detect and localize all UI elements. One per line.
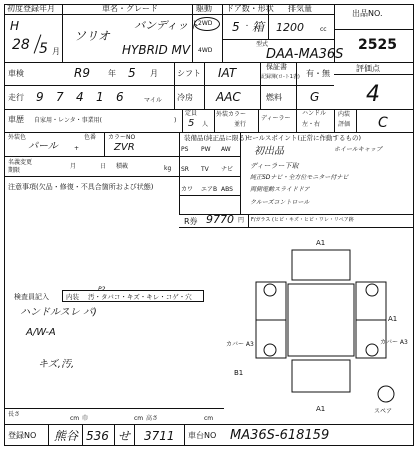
- warranty-sub: 記録簿(ロ-ト1表): [261, 74, 300, 80]
- model: DAA-MA36S: [266, 47, 344, 62]
- inspector-line: キズ,汚,: [38, 359, 75, 370]
- rticket-value: 9770: [206, 213, 234, 226]
- spare-label: スペア: [374, 408, 393, 415]
- capacity-unit: 人: [202, 121, 209, 128]
- equipment-item: ナビ: [221, 166, 234, 173]
- interior-score: C: [378, 115, 388, 131]
- selling-point-note: ホイールキャップ: [334, 146, 382, 153]
- spare-tire: [378, 386, 394, 402]
- regchange-month: 月: [70, 163, 77, 170]
- selling-point: 純正SDナビ・全方位モニター付ナビ: [250, 174, 349, 181]
- history-label: 車歴: [8, 115, 24, 124]
- length-unit: cm: [70, 415, 80, 422]
- model-change-value: 並行: [234, 121, 247, 128]
- history-options: 自家用・レンタ・事業用(: [34, 117, 102, 124]
- car-front: [292, 250, 350, 280]
- doors: 5: [232, 20, 240, 34]
- rticket-label: R券: [184, 217, 198, 226]
- wheel-fl: [264, 284, 276, 296]
- row2-mid-line: [4, 85, 334, 86]
- inspector-selected-tag: P2: [98, 286, 106, 293]
- row2-div-a: [174, 62, 175, 109]
- fuel-label: 燃料: [266, 93, 282, 102]
- reg-class: 536: [86, 429, 109, 443]
- loading-kg: kg: [164, 165, 172, 172]
- header-model-line: [222, 39, 334, 40]
- equipment-item: SR: [181, 166, 189, 173]
- doors-label: ドア数・形状: [226, 4, 274, 13]
- shift: IAT: [218, 66, 237, 80]
- reg-kana: せ: [118, 429, 131, 443]
- glass-label: F/ガラス: [251, 217, 271, 223]
- color-no-div: [104, 132, 105, 156]
- equipment-item: TV: [201, 166, 209, 173]
- color-plus: +: [74, 145, 80, 152]
- damage-mark: B1: [234, 369, 244, 377]
- lot-label: 出品NO.: [352, 9, 383, 18]
- selling-point: ディーラー下取: [250, 162, 299, 170]
- mid-divider-2: [240, 132, 241, 214]
- footer-line-top: [4, 408, 224, 409]
- displacement-label: 排気量: [288, 4, 312, 13]
- ac: AAC: [216, 90, 241, 104]
- mileage-digit: 6: [116, 90, 124, 104]
- row2-div-d: [296, 62, 297, 109]
- rticket-unit: 円: [238, 217, 245, 224]
- glass-options: (ヒビ・キズ・ヒビ・ワレ・リペア跡: [272, 217, 354, 223]
- dealer-label: ディーラー: [261, 115, 291, 122]
- row3-bottom-line: [4, 132, 414, 133]
- first-reg-month-unit: 月: [52, 47, 60, 56]
- chassis-no: MA36S-618159: [230, 428, 330, 443]
- reg-no-label: 登録NO: [8, 431, 37, 440]
- car-rear: [292, 360, 350, 392]
- inspector-line: ハンドルスレ パ): [20, 307, 97, 318]
- selling-point: 初出品: [254, 146, 284, 157]
- inspector-line: A/W-A: [26, 327, 56, 338]
- loading-label: 積載: [116, 163, 129, 170]
- equipment-label: 装備品(純正品に限る): [184, 134, 248, 142]
- score-label-line: [334, 74, 414, 75]
- width-unit: cm: [134, 415, 144, 422]
- col-divider-2: [192, 4, 193, 62]
- row3-div-f: [356, 109, 357, 132]
- model-label: 型式: [256, 41, 269, 48]
- height-label: 高さ: [146, 415, 159, 422]
- car-name: ソリオ: [74, 29, 110, 43]
- first-reg-year: 28: [12, 37, 30, 53]
- row3-div-d: [296, 109, 297, 132]
- regchange-line: [4, 176, 179, 177]
- row2-div-c: [260, 62, 261, 109]
- interior-sub: 評価: [338, 121, 351, 128]
- damage-mark: カバー A3: [380, 339, 408, 346]
- ac-label: 冷房: [177, 93, 193, 102]
- inspector-interior-label: 内装: [66, 293, 79, 301]
- chassis-label: 車台NO: [188, 431, 217, 440]
- regchange-label-1: 名義変更: [8, 159, 33, 166]
- damage-mark: カバー A3: [226, 341, 254, 348]
- fuel: G: [310, 90, 320, 104]
- glass-div: [248, 214, 249, 227]
- car-damage-diagram: [236, 232, 406, 410]
- drive-label: 駆動: [196, 4, 212, 13]
- inspection-year-unit: 年: [108, 69, 116, 78]
- displacement: 1200: [276, 21, 304, 34]
- length-label: 長さ: [8, 411, 21, 418]
- exterior-label: 外装色: [8, 134, 27, 141]
- equipment-item: AW: [221, 146, 231, 153]
- shift-label: シフト: [177, 69, 201, 78]
- header-divider: [4, 62, 414, 63]
- selling-point: 両側電動スライドドア: [250, 186, 310, 193]
- width-label: 巾: [82, 415, 89, 422]
- footer-div-b: [82, 424, 83, 446]
- wheel-rr: [366, 344, 378, 356]
- auction-sheet: [4, 4, 414, 446]
- col-divider-3: [222, 4, 223, 62]
- row3-div-b: [214, 109, 215, 132]
- col-divider-1: [62, 4, 63, 62]
- regchange-label-2: 期限: [8, 167, 21, 174]
- row2-div-b: [204, 62, 205, 109]
- mileage-digits: [34, 88, 134, 106]
- footer-div-d: [134, 424, 135, 446]
- equipment-item: ABS: [221, 186, 233, 193]
- drive-2wd: 2WD: [198, 20, 213, 27]
- color-code-label: カラーNO: [108, 134, 136, 141]
- mileage-digit: 7: [56, 90, 64, 104]
- color-no: ZVR: [114, 142, 135, 153]
- inspector-options-box: [62, 290, 204, 302]
- inspector-label: 検査員記入: [14, 293, 49, 301]
- car-roof: [288, 284, 354, 356]
- regchange-day: 日: [100, 163, 107, 170]
- lot-no: 2525: [358, 37, 397, 53]
- wheel-fr: [366, 284, 378, 296]
- handle-label: ハンドル: [302, 110, 327, 117]
- inspection-month-unit: 月: [150, 69, 158, 78]
- row3-div-c: [258, 109, 259, 132]
- row3-div-e: [334, 109, 335, 132]
- equipment-item: PW: [201, 146, 211, 153]
- model-change-label: 外装カラー: [216, 111, 247, 118]
- warranty-value: 有・無: [306, 69, 330, 78]
- footer-div-a: [48, 424, 49, 446]
- equipment-item: エアB: [201, 186, 218, 193]
- first-reg-month: 5: [39, 41, 48, 57]
- grade: HYBRID MV: [122, 43, 191, 57]
- name-grade-label: 車名・グレード: [102, 4, 158, 13]
- first-reg-era: H: [10, 19, 20, 33]
- score: 4: [366, 82, 380, 107]
- wheel-rl: [264, 344, 276, 356]
- mileage-digit: 4: [76, 90, 84, 104]
- color-line: [4, 156, 179, 157]
- selling-point: クルーズコントロール: [250, 199, 310, 206]
- displacement-unit: cc: [320, 26, 327, 33]
- inspector-options: 汚・タバコ・キズ・キレ・コゲ・穴: [88, 293, 192, 301]
- car-name-2: バンディット: [134, 19, 200, 32]
- mileage-unit: マイル: [144, 97, 162, 104]
- drive-4wd: 4WD: [198, 47, 213, 54]
- notes-label: 注意事項(欠品・修復・不具合箇所および状態): [8, 183, 154, 191]
- warranty-label: 保証書: [266, 63, 287, 71]
- damage-mark: A1: [316, 239, 326, 247]
- exterior-value: パール: [28, 141, 58, 152]
- mileage-digit: 1: [96, 90, 104, 104]
- capacity: 5: [188, 118, 195, 129]
- header-label-line: [4, 14, 334, 15]
- doors-dot: ・: [244, 23, 251, 30]
- inspection-label: 車検: [8, 69, 24, 78]
- inspection-month: 5: [128, 66, 136, 80]
- equipment-grid: [180, 144, 240, 204]
- damage-mark: A1: [316, 405, 326, 413]
- interior-label: 内装: [338, 111, 351, 118]
- row3-div-a: [182, 109, 183, 132]
- selling-points-label: セールスポイント(正常に作動するもの): [246, 134, 361, 142]
- footer-line-bottom: [4, 424, 414, 425]
- mileage-digit: 9: [36, 90, 44, 104]
- reg-place: 熊谷: [54, 429, 79, 443]
- inspection-year: R9: [74, 66, 90, 80]
- equipment-item: PS: [181, 146, 189, 153]
- row2-bottom-line: [4, 109, 414, 110]
- reg-num: 3711: [144, 429, 175, 443]
- door-shape: 箱: [252, 20, 265, 34]
- mileage-label: 走行: [8, 93, 24, 102]
- history-close: ): [174, 117, 177, 124]
- footer-div-e: [184, 424, 185, 446]
- damage-mark: A1: [388, 315, 398, 323]
- glass-bottom-line: [179, 227, 414, 228]
- height-unit: cm: [204, 415, 214, 422]
- first-reg-label: 初度登録年月: [7, 4, 55, 13]
- equipment-item: カワ: [181, 186, 194, 193]
- score-label: 評価点: [356, 64, 380, 73]
- handle-value: 左・右: [302, 121, 321, 128]
- capacity-label: 定員: [185, 110, 198, 117]
- color-no-label: 色番: [84, 134, 97, 141]
- footer-div-c: [114, 424, 115, 446]
- lot-label-line: [334, 29, 414, 30]
